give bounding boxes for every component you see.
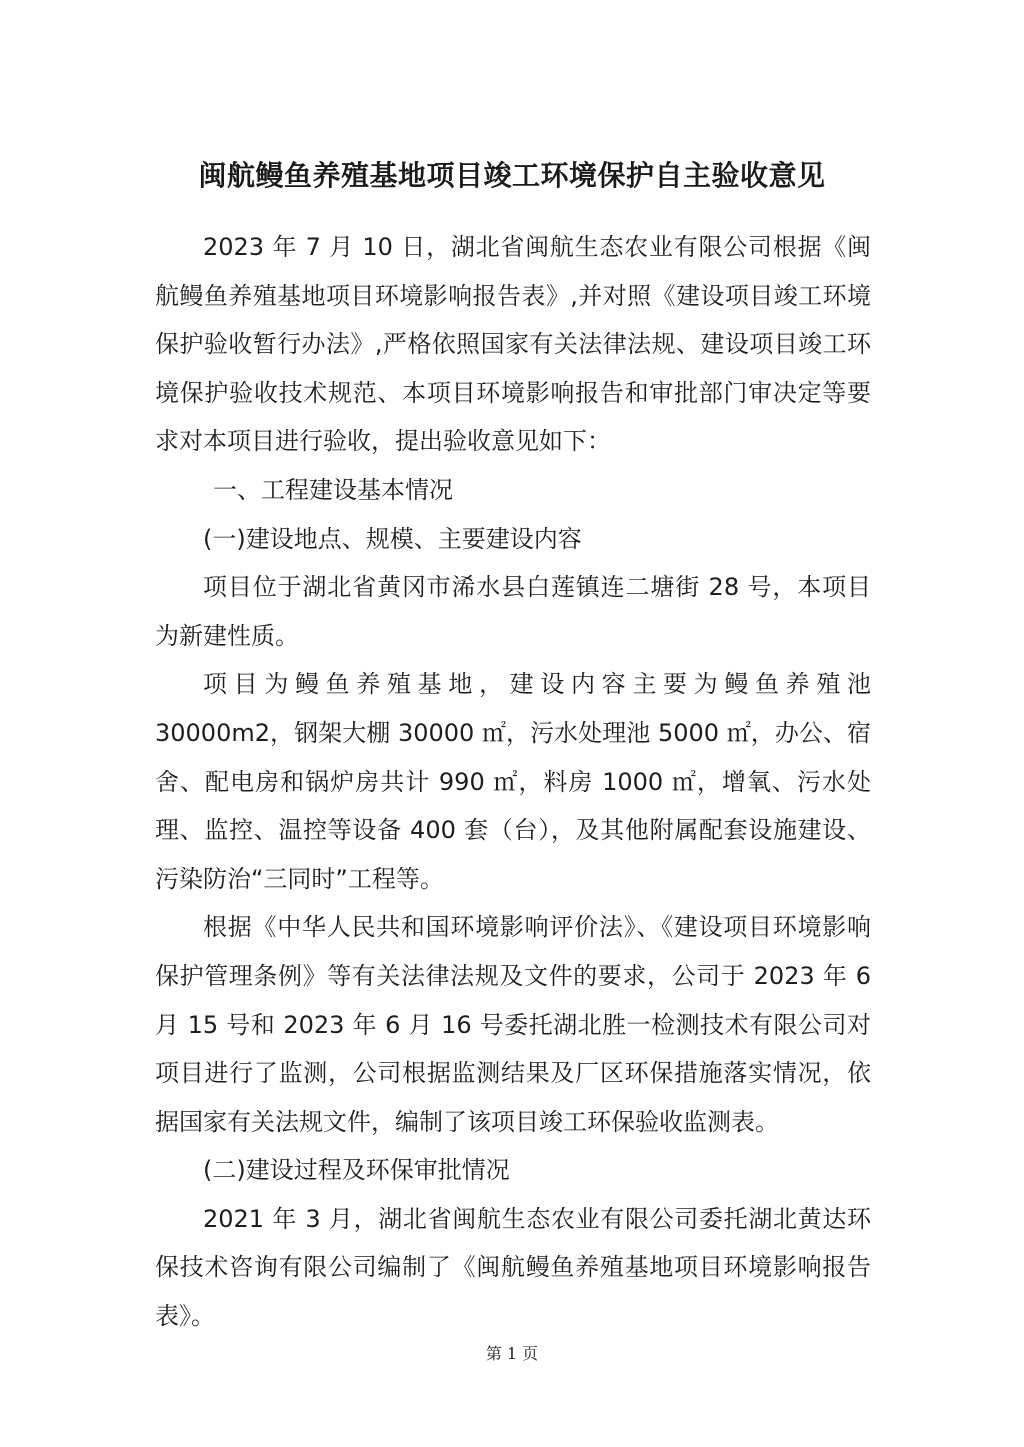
page-number: 第 1 页 [485,1344,539,1363]
monitoring-paragraph: 根据《中华人民共和国环境影响评价法》、《建设项目环境影响保护管理条例》等有关法律法规及文件的要求，公司于 2023 年 6 月 15 号和 2023 年 6 月 16 号委托湖北胜一检测技术有限公司对项目进行了监测，公司根据监测结果及厂区环保措施落实情况，依据国家有关法规文件，编制了该项目竣工环保验收监测表。 [155,913,871,1136]
subsection-2-heading: (二)建设过程及环保审批情况 [203,1156,510,1185]
document-title: 闽航鳗鱼养殖基地项目竣工环境保护自主验收意见 [198,159,826,192]
document-body [155,223,871,1341]
section-1-heading: 一、工程建设基本情况 [213,475,453,504]
intro-paragraph: 2023 年 7 月 10 日，湖北省闽航生态农业有限公司根据《闽航鳗鱼养殖基地项目环境影响报告表》,并对照《建设项目竣工环境保护验收暂行办法》,严格依照国家有关法律法规、建设项目竣工环境保护验收技术规范、本项目环境影响报告和审批部门审决定等要求对本项目进行验收，提出验收意见如下： [155,233,871,456]
subsection-1-heading: (一)建设地点、规模、主要建设内容 [203,524,582,553]
location-paragraph: 项目位于湖北省黄冈市浠水县白莲镇连二塘街 28 号，本项目为新建性质。 [155,573,871,650]
history-paragraph: 2021 年 3 月，湖北省闽航生态农业有限公司委托湖北黄达环保技术咨询有限公司编制了《闽航鳗鱼养殖基地项目环境影响报告表》。 [155,1204,871,1331]
content-paragraph: 项目为鳗鱼养殖基地，建设内容主要为鳗鱼养殖池 30000m2，钢架大棚 30000 ㎡，污水处理池 5000 ㎡，办公、宿舍、配电房和锅炉房共计 990 ㎡，料房 1000 ㎡，增氧、污水处理、监控、温控等设备 400 套（台），及其他附属配套设施建设、污染防治“三同时”工程等。 [155,670,871,893]
